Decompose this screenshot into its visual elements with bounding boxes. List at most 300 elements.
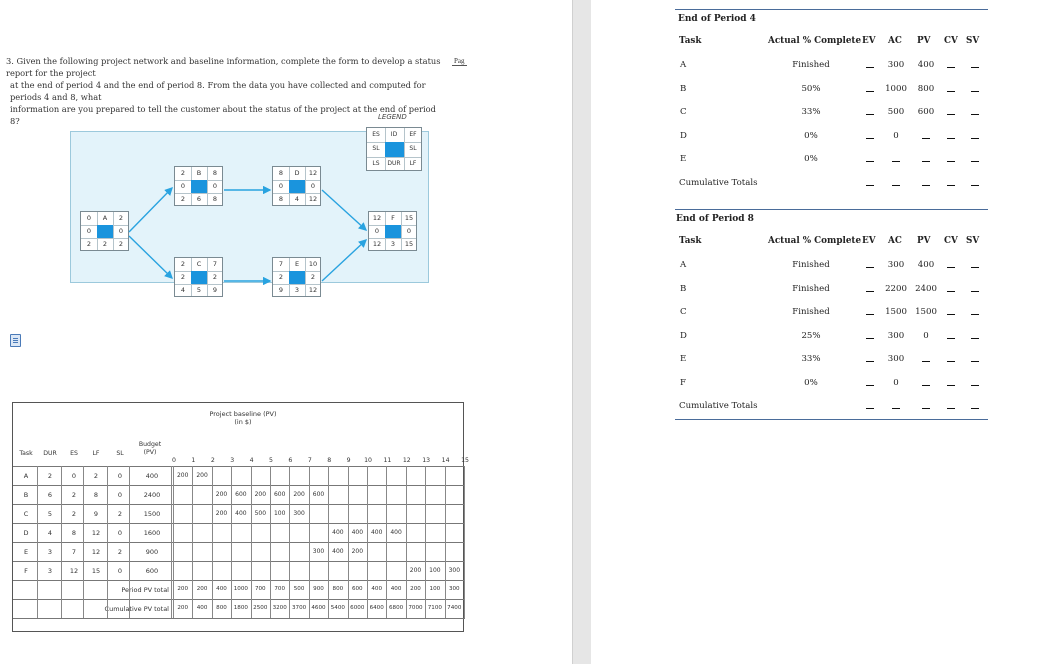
period-label: 4 <box>249 457 254 464</box>
cell-budget: 400 <box>145 472 159 480</box>
blank-sv-field[interactable] <box>971 67 979 68</box>
period-value: 200 <box>409 567 422 574</box>
blank-ev-field[interactable] <box>866 114 874 115</box>
row-ac[interactable]: 300 <box>887 60 905 70</box>
period-total-value: 200 <box>196 586 208 592</box>
blank-ev-field[interactable] <box>866 267 874 268</box>
period-value: 300 <box>312 548 325 555</box>
cell-dur: 3 <box>47 567 53 575</box>
grid-line <box>212 466 213 618</box>
cumulative-value: 2500 <box>253 605 268 611</box>
node-id: B <box>196 169 202 177</box>
header-actual-complete: Actual % Complete <box>768 236 862 246</box>
row-task: D <box>680 130 687 141</box>
grid-line <box>173 466 174 618</box>
cumulative-value: 7400 <box>447 605 462 611</box>
blank-cv-field[interactable] <box>947 291 955 292</box>
cumulative-value: 6000 <box>350 605 365 611</box>
period-label: 14 <box>441 457 450 464</box>
blank-sv-field[interactable] <box>971 291 979 292</box>
period-value: 200 <box>176 472 189 479</box>
blank-cv-field[interactable] <box>947 361 955 362</box>
legend-es: ES <box>372 131 380 138</box>
baseline-title-line-1: Project baseline (PV) <box>209 410 277 418</box>
period-total-value: 900 <box>313 586 324 592</box>
grid-line <box>328 466 329 618</box>
period-total-value: 100 <box>429 586 441 592</box>
cell-budget: 2400 <box>143 491 161 499</box>
blank-sv-field[interactable] <box>971 385 979 386</box>
cumulative-label: Cumulative PV total <box>104 605 169 613</box>
node-es: 2 <box>180 169 186 177</box>
blank-total-field[interactable] <box>922 408 930 409</box>
node-ls: 12 <box>372 240 382 248</box>
baseline-row-f <box>13 561 465 581</box>
header-sl: SL <box>116 450 124 457</box>
row-task: C <box>680 307 687 317</box>
node-dur: 2 <box>102 240 108 248</box>
cell-lf: 2 <box>93 472 99 480</box>
row-pct-complete: Finished <box>792 283 830 294</box>
cell-lf: 15 <box>91 567 101 575</box>
grid-line <box>107 466 108 618</box>
cell-task: C <box>23 510 29 518</box>
header-es: ES <box>70 450 78 457</box>
blank-cv-field[interactable] <box>947 161 955 162</box>
node-id: A <box>102 214 108 222</box>
legend-ls: LS <box>372 160 380 167</box>
period-value: 200 <box>196 472 208 479</box>
node-ls: 2 <box>180 195 186 203</box>
network-node-d <box>272 166 321 206</box>
grid-line <box>171 466 172 618</box>
period-total-value: 700 <box>274 586 286 592</box>
baseline-row-e <box>13 542 465 562</box>
period-value: 400 <box>351 529 364 536</box>
row-pv[interactable]: 400 <box>917 60 935 70</box>
cell-lf: 9 <box>93 510 99 518</box>
row-pct-complete: Finished <box>792 307 830 317</box>
period-total-value: 800 <box>332 586 344 592</box>
cell-es: 0 <box>71 472 77 480</box>
cumulative-value: 400 <box>196 605 208 611</box>
node-sl-left: 2 <box>278 273 284 281</box>
period-value: 400 <box>370 529 383 536</box>
cumulative-totals-label: Cumulative Totals <box>679 401 758 411</box>
blank-sv-field[interactable] <box>971 161 979 162</box>
grid-line <box>231 466 232 618</box>
node-id: C <box>196 260 202 268</box>
node-dur: 4 <box>294 195 300 203</box>
header-cv: CV <box>944 236 958 246</box>
legend-id: ID <box>390 131 398 138</box>
grid-line <box>251 466 252 618</box>
header-lf: LF <box>92 450 100 457</box>
cell-task: B <box>23 491 29 499</box>
network-node-e <box>272 257 321 297</box>
row-task: C <box>680 107 687 117</box>
cell-budget: 1500 <box>143 510 161 518</box>
status-report-pane <box>591 0 1048 664</box>
node-sl-left: 0 <box>86 227 92 235</box>
grid-line <box>445 466 446 618</box>
blank-cv-field[interactable] <box>947 138 955 139</box>
period-value: 200 <box>293 491 305 498</box>
period-value: 200 <box>215 510 228 517</box>
cell-es: 7 <box>71 548 77 556</box>
row-task: D <box>680 330 687 341</box>
node-id: F <box>391 214 395 222</box>
row-task: A <box>680 60 687 70</box>
header-task: Task <box>19 450 33 457</box>
cumulative-totals-label: Cumulative Totals <box>679 177 758 188</box>
legend-title: LEGEND <box>378 113 407 121</box>
network-node-f <box>368 211 417 251</box>
cell-sl: 2 <box>117 548 123 556</box>
cell-es: 12 <box>69 567 79 575</box>
header-budget: Budget (PV) <box>138 441 162 456</box>
baseline-row-b <box>13 485 465 505</box>
period-value: 600 <box>273 491 286 498</box>
blank-sv-field[interactable] <box>971 138 979 139</box>
node-es: 0 <box>86 214 92 222</box>
grid-line <box>289 466 290 618</box>
node-sl-left: 0 <box>180 182 186 190</box>
pane-divider[interactable] <box>572 0 592 664</box>
cell-lf: 12 <box>91 529 101 537</box>
network-node-a <box>80 211 129 251</box>
node-ls: 9 <box>278 286 284 294</box>
row-pct-complete: 0% <box>804 154 818 164</box>
blank-pv-field[interactable] <box>922 138 930 139</box>
node-lf: 15 <box>404 240 414 248</box>
node-sl-right: 2 <box>212 273 218 281</box>
grid-bottom <box>13 618 465 619</box>
grid-line <box>406 466 407 618</box>
row-task: A <box>680 260 687 270</box>
period-value: 600 <box>312 491 325 498</box>
blank-sv-field[interactable] <box>971 361 979 362</box>
blank-sv-field[interactable] <box>971 91 979 92</box>
node-ef: 15 <box>404 214 414 222</box>
cell-task: D <box>23 529 29 537</box>
row-pct-complete: 33% <box>801 354 821 364</box>
node-dur: 3 <box>294 286 300 294</box>
row-ac[interactable]: 0 <box>893 130 899 141</box>
node-dur: 3 <box>390 240 396 248</box>
period-value: 100 <box>273 510 286 517</box>
period-value: 400 <box>332 548 344 555</box>
period-total-value: 1000 <box>233 586 248 592</box>
grid-line <box>270 466 271 618</box>
period-value: 300 <box>448 567 461 574</box>
node-sl-right: 0 <box>310 182 316 190</box>
period-label: 2 <box>210 457 215 464</box>
period-value: 400 <box>390 529 402 536</box>
question-line-2: at the end of period 4 and the end of period 8. From the data you have collected and computed for periods 4 and 8, what <box>10 80 426 102</box>
blank-total-field[interactable] <box>892 185 900 186</box>
blank-total-field[interactable] <box>947 185 955 186</box>
cell-dur: 6 <box>47 491 53 499</box>
document-icon[interactable] <box>10 334 21 347</box>
node-id: D <box>294 169 300 177</box>
blank-ev-field[interactable] <box>866 161 874 162</box>
cumulative-value: 800 <box>216 605 227 611</box>
blank-ev-field[interactable] <box>866 385 874 386</box>
question-line-3: information are you prepared to tell the customer about the status of the project at the end of period 8? <box>10 104 436 126</box>
row-pct-complete: 0% <box>804 377 818 388</box>
period-value: 400 <box>235 510 247 517</box>
row-ac[interactable]: 0 <box>893 377 899 388</box>
header-task: Task <box>679 236 702 246</box>
blank-ev-field[interactable] <box>866 338 874 339</box>
node-ls: 4 <box>180 286 186 294</box>
period-total-value: 600 <box>351 586 363 592</box>
grid-line <box>348 466 349 618</box>
cumulative-value: 6800 <box>388 605 404 611</box>
row-task: E <box>680 354 687 364</box>
blank-ac-field[interactable] <box>892 161 900 162</box>
cell-es: 2 <box>71 491 77 499</box>
blank-sv-field[interactable] <box>971 314 979 315</box>
node-ls: 2 <box>86 240 92 248</box>
cumulative-value: 7100 <box>427 605 442 611</box>
blank-cv-field[interactable] <box>947 267 955 268</box>
row-ac[interactable]: 300 <box>887 354 905 364</box>
cumulative-value: 4600 <box>311 605 326 611</box>
blank-ev-field[interactable] <box>866 138 874 139</box>
baseline-row-a <box>13 466 465 486</box>
cumulative-value: 200 <box>177 605 189 611</box>
node-ef: 10 <box>308 260 318 268</box>
baseline-row-c <box>13 504 465 524</box>
period-total-label: Period PV total <box>121 586 169 594</box>
baseline-title <box>188 410 298 426</box>
header-actual-complete: Actual % Complete <box>768 36 862 46</box>
blank-ev-field[interactable] <box>866 361 874 362</box>
blank-ev-field[interactable] <box>866 291 874 292</box>
grid-line <box>309 466 310 618</box>
blank-pv-field[interactable] <box>922 361 930 362</box>
period-label: 10 <box>364 457 372 464</box>
legend-node <box>366 127 422 171</box>
blank-cv-field[interactable] <box>947 91 955 92</box>
header-ac: AC <box>888 236 902 246</box>
blank-total-field[interactable] <box>971 185 979 186</box>
node-sl-left: 0 <box>374 227 380 235</box>
cell-sl: 0 <box>117 491 123 499</box>
row-pct-complete: 50% <box>801 83 821 94</box>
period-total-value: 700 <box>254 586 266 592</box>
page-tab[interactable]: Pag <box>454 57 465 65</box>
blank-cv-field[interactable] <box>947 114 955 115</box>
period-value: 100 <box>429 567 441 574</box>
legend-ef: EF <box>409 131 417 138</box>
grid-line <box>37 466 38 618</box>
period-label: 3 <box>230 457 235 464</box>
cell-es: 8 <box>71 529 77 537</box>
grid-line <box>192 466 193 618</box>
node-es: 2 <box>180 260 186 268</box>
node-sl-right: 0 <box>406 227 412 235</box>
baseline-table <box>12 402 469 632</box>
blank-pv-field[interactable] <box>922 161 930 162</box>
baseline-title-line-2: (in $) <box>234 418 252 426</box>
legend-sl-left: SL <box>372 145 380 152</box>
row-ac[interactable]: 1500 <box>885 307 907 317</box>
blank-total-field[interactable] <box>947 408 955 409</box>
header-ac: AC <box>888 36 902 46</box>
blank-total-field[interactable] <box>866 185 874 186</box>
node-id: E <box>294 260 300 268</box>
row-ac[interactable]: 2200 <box>885 283 907 294</box>
period-label: 0 <box>172 457 176 464</box>
row-pct-complete: Finished <box>792 260 830 270</box>
cell-task: E <box>23 548 29 556</box>
node-sl-right: 0 <box>118 227 124 235</box>
row-pv[interactable]: 800 <box>917 83 935 94</box>
cumulative-value: 1800 <box>233 605 248 611</box>
blank-pv-field[interactable] <box>922 385 930 386</box>
node-dur: 5 <box>196 286 202 294</box>
node-ef: 7 <box>212 260 218 268</box>
header-cv: CV <box>944 36 958 46</box>
node-ef: 8 <box>212 169 218 177</box>
period-value: 600 <box>235 491 247 498</box>
grid-line <box>386 466 387 618</box>
period-label: 7 <box>307 457 312 464</box>
row-ac[interactable]: 500 <box>887 107 905 117</box>
header-dur: DUR <box>43 450 57 457</box>
cumulative-value: 7000 <box>408 605 423 611</box>
blank-cv-field[interactable] <box>947 385 955 386</box>
period-total-value: 200 <box>410 586 421 592</box>
header-pv: PV <box>917 36 931 46</box>
node-lf: 9 <box>212 286 218 294</box>
cell-dur: 5 <box>47 510 53 518</box>
row-task: B <box>680 83 687 94</box>
row-pv[interactable]: 0 <box>923 330 929 341</box>
header-pv: PV <box>917 236 931 246</box>
cell-budget: 1600 <box>143 529 161 537</box>
grid-line <box>61 466 62 618</box>
period-value: 200 <box>351 548 364 555</box>
period-value: 200 <box>215 491 228 498</box>
row-task: E <box>680 154 687 164</box>
node-lf: 8 <box>212 195 218 203</box>
blank-sv-field[interactable] <box>971 114 979 115</box>
period-total-value: 500 <box>293 586 305 592</box>
row-pct-complete: Finished <box>792 60 830 70</box>
grid-line <box>425 466 426 618</box>
blank-total-field[interactable] <box>892 408 900 409</box>
blank-total-field[interactable] <box>971 408 979 409</box>
row-pv[interactable]: 600 <box>917 107 935 117</box>
row-pv[interactable]: 2400 <box>915 283 937 294</box>
header-sv: SV <box>966 236 980 246</box>
period-label: 9 <box>346 457 351 464</box>
legend-lf: LF <box>409 160 417 167</box>
blank-total-field[interactable] <box>922 185 930 186</box>
period-pv-row <box>13 580 465 600</box>
node-ef: 12 <box>308 169 318 177</box>
blank-cv-field[interactable] <box>947 314 955 315</box>
period-label: 13 <box>422 457 431 464</box>
cumulative-pv-row <box>13 599 465 619</box>
period-label: 1 <box>191 457 196 464</box>
blank-ev-field[interactable] <box>866 314 874 315</box>
blank-cv-field[interactable] <box>947 67 955 68</box>
period-value: 400 <box>332 529 344 536</box>
period-total-value: 400 <box>371 586 383 592</box>
node-lf: 12 <box>308 195 318 203</box>
cumulative-value: 6400 <box>369 605 384 611</box>
row-pv[interactable]: 400 <box>917 260 935 270</box>
blank-ev-field[interactable] <box>866 67 874 68</box>
cell-budget: 900 <box>145 548 159 556</box>
node-sl-left: 0 <box>278 182 284 190</box>
legend-sl-right: SL <box>409 145 417 152</box>
cell-lf: 12 <box>91 548 101 556</box>
row-pv[interactable]: 1500 <box>915 307 937 317</box>
period-label: 11 <box>383 457 392 464</box>
grid-line <box>83 466 84 618</box>
row-task: F <box>680 377 686 388</box>
period-label: 15 <box>461 457 469 464</box>
period-total-value: 400 <box>390 586 402 592</box>
period-label: 12 <box>402 457 411 464</box>
cell-sl: 0 <box>117 472 123 480</box>
blank-sv-field[interactable] <box>971 267 979 268</box>
cell-budget: 600 <box>145 567 159 575</box>
period-value: 500 <box>254 510 267 517</box>
blank-sv-field[interactable] <box>971 338 979 339</box>
node-ls: 8 <box>278 195 284 203</box>
cell-sl: 0 <box>117 567 123 575</box>
period-value: 300 <box>293 510 305 517</box>
baseline-row-d <box>13 523 465 543</box>
period-label: 5 <box>269 457 273 464</box>
node-es: 7 <box>278 260 284 268</box>
cell-dur: 4 <box>47 529 53 537</box>
period-label: 6 <box>288 457 293 464</box>
row-ac[interactable]: 300 <box>887 330 905 341</box>
node-es: 8 <box>278 169 284 177</box>
period-total-value: 200 <box>177 586 189 592</box>
cumulative-value: 3200 <box>272 605 287 611</box>
network-node-b <box>174 166 223 206</box>
blank-ev-field[interactable] <box>866 91 874 92</box>
blank-cv-field[interactable] <box>947 338 955 339</box>
blank-total-field[interactable] <box>866 408 874 409</box>
cell-sl: 2 <box>117 510 123 518</box>
row-pct-complete: 25% <box>801 330 821 341</box>
node-sl-left: 2 <box>180 273 186 281</box>
row-ac[interactable]: 1000 <box>885 83 907 94</box>
period-value: 200 <box>254 491 267 498</box>
row-pct-complete: 33% <box>801 107 821 117</box>
node-lf: 12 <box>308 286 318 294</box>
period8-title: End of Period 8 <box>676 214 754 224</box>
row-ac[interactable]: 300 <box>887 260 905 270</box>
cumulative-value: 3700 <box>291 605 307 611</box>
network-node-c <box>174 257 223 297</box>
period-label: 8 <box>327 457 332 464</box>
legend-dur: DUR <box>387 160 401 167</box>
node-sl-right: 0 <box>212 182 218 190</box>
row-pct-complete: 0% <box>804 130 818 141</box>
node-lf: 2 <box>118 240 124 248</box>
